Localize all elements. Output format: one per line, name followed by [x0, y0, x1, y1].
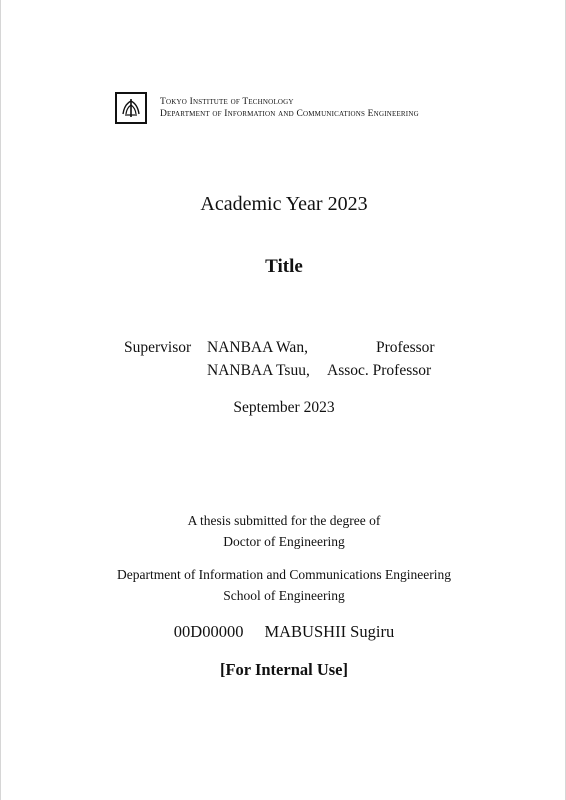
affiliation-department: Department of Information and Communications Engineering — [116, 567, 452, 582]
internal-use-notice: [For Internal Use] — [219, 660, 348, 679]
institution-text — [160, 96, 419, 120]
supervisor-position-1: Professor — [376, 339, 435, 356]
institute-name: Tokyo Institute of Technology — [160, 97, 294, 107]
institution-header — [115, 92, 419, 124]
supervisor-name-2: NANBAA Tsuu, — [207, 362, 310, 379]
affiliation-school: School of Engineering — [223, 588, 345, 603]
supervisor-position-2: Assoc. Professor — [327, 362, 432, 379]
supervisor-name-1: NANBAA Wan, — [207, 339, 308, 356]
thesis-title: Title — [265, 256, 303, 277]
degree-name: Doctor of Engineering — [223, 534, 345, 549]
supervisor-label: Supervisor — [124, 339, 192, 356]
student-name: MABUSHII Sugiru — [264, 622, 395, 641]
submission-date: September 2023 — [233, 399, 335, 416]
academic-year: Academic Year 2023 — [200, 193, 368, 215]
university-logo-icon — [115, 92, 147, 124]
department-name: Department of Information and Communications Engineering — [160, 109, 419, 119]
student-info — [1, 622, 566, 642]
student-id: 00D00000 — [173, 622, 244, 641]
degree-statement: A thesis submitted for the degree of — [187, 513, 381, 528]
